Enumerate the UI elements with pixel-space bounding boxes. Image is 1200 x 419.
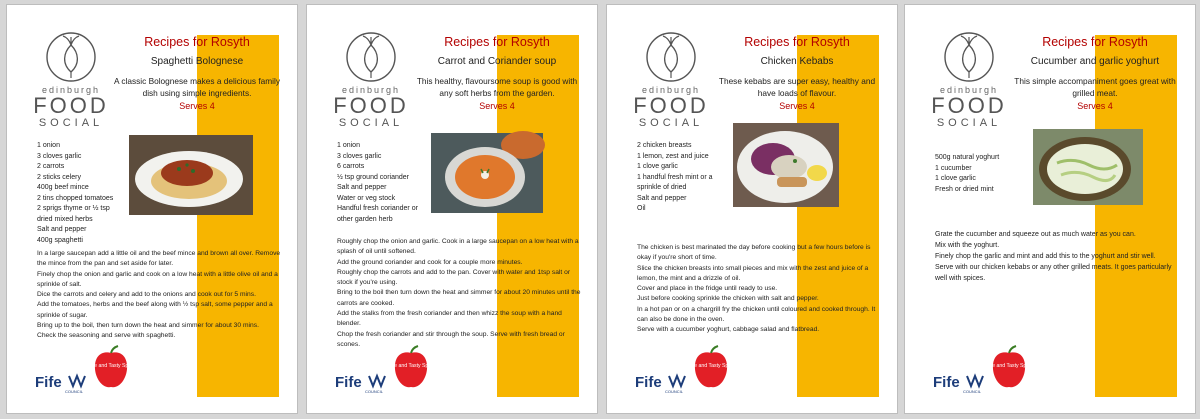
recipe-intro: This healthy, flavoursome soup is good with any soft herbs from the garden. xyxy=(416,76,578,98)
method-step: Cover and place in the fridge until ready to use. xyxy=(637,285,778,293)
list-item: 2 sticks celery xyxy=(37,173,81,181)
list-item: Salt and pepper xyxy=(337,184,387,191)
page-title: Recipes for Rosyth xyxy=(444,35,550,49)
list-item: Handful fresh coriander or xyxy=(337,205,418,212)
list-item: 2 carrots xyxy=(37,163,65,170)
method-text xyxy=(935,229,1183,284)
recipe-intro: These kebabs are super easy, healthy and have loads of flavour. xyxy=(718,76,876,98)
apple-logo-text: Edible and Tasty Spaces xyxy=(980,363,1038,369)
list-item: ½ tsp ground coriander xyxy=(337,173,409,181)
edible-tasty-spaces-logo xyxy=(82,345,140,391)
chicken-kebabs-photo xyxy=(733,123,839,207)
edinburgh-food-social-logo: edinburgh FOOD SOCIAL xyxy=(631,31,711,129)
fife-council-logo xyxy=(335,372,399,394)
serves-label: Serves 4 xyxy=(179,101,215,111)
beetroot-icon xyxy=(345,31,397,83)
list-item: 2 sprigs thyme or ½ tsp xyxy=(37,205,110,212)
list-item: 3 cloves garlic xyxy=(37,152,82,160)
fife-council-logo xyxy=(35,372,99,394)
list-item: 400g beef mince xyxy=(37,184,89,191)
method-step: Grate the cucumber and squeeze out as much water as you can. xyxy=(935,231,1136,238)
edible-tasty-spaces-logo xyxy=(682,345,740,391)
list-item: 1 onion xyxy=(337,142,360,149)
method-step: Bring up to the boil, then turn down the heat and simmer for about 30 mins. xyxy=(37,322,259,330)
recipe-name: Cucumber and garlic yoghurt xyxy=(1030,56,1160,67)
edinburgh-food-social-logo: edinburgh FOOD SOCIAL xyxy=(31,31,111,129)
method-step: The chicken is best marinated the day before cooking but a few hours before is okay if you're short of time. xyxy=(637,244,871,262)
list-item: 1 handful fresh mint or a xyxy=(637,173,713,181)
page-title: Recipes for Rosyth xyxy=(744,35,850,49)
list-item: Salt and pepper xyxy=(637,194,687,202)
method-step: Check the seasoning and serve with spaghetti. xyxy=(37,332,176,340)
apple-logo-text: Edible and Tasty Spaces xyxy=(682,363,740,369)
method-step: Just before cooking sprinkle the chicken with salt and pepper. xyxy=(637,295,819,303)
method-step: Finely chop the onion and garlic and cook on a low heat with a little olive oil and a sprinkle of salt. xyxy=(37,270,278,288)
method-step: Serve with our chicken kebabs or any other grilled meats. It goes particularly well with spices. xyxy=(935,264,1172,282)
fife-text: Fife xyxy=(35,374,62,391)
carrot-soup-photo xyxy=(431,133,543,213)
list-item: 1 clove garlic xyxy=(637,163,678,170)
fife-text: Fife xyxy=(933,374,960,391)
list-item: 400g spaghetti xyxy=(37,236,83,244)
method-step: Chop the fresh coriander and stir through the soup. Serve with fresh bread or scones. xyxy=(337,330,565,348)
spaghetti-bolognese-photo xyxy=(129,135,253,215)
list-item: 3 cloves garlic xyxy=(337,152,382,160)
ingredient-list xyxy=(935,153,999,195)
ingredient-list xyxy=(37,141,113,246)
apple-logo-text: Edible and Tasty Spaces xyxy=(382,363,440,369)
page-title: Recipes for Rosyth xyxy=(1042,35,1148,49)
recipe-intro: A classic Bolognese makes a delicious family dish using simple ingredients. xyxy=(113,76,280,98)
fife-council-logo xyxy=(635,372,699,394)
list-item: Salt and pepper xyxy=(37,226,87,233)
recipe-name: Carrot and Coriander soup xyxy=(437,56,557,67)
fife-council-logo xyxy=(933,372,997,394)
list-item: 2 chicken breasts xyxy=(637,142,692,149)
list-item: 6 carrots xyxy=(337,163,365,170)
list-item: 500g natural yoghurt xyxy=(935,154,1000,161)
method-step: Slice the chicken breasts into small pieces and mix with the zest and juice of a lemon, the mint and a drizzle of oil. xyxy=(637,264,869,282)
serves-label: Serves 4 xyxy=(779,101,815,111)
list-item: dried mixed herbs xyxy=(37,215,93,223)
method-step: In a large saucepan add a little oil and the beef mince and brown all over. Remove the mince from the pan and set aside for later. xyxy=(37,250,281,268)
method-text xyxy=(637,243,885,336)
method-text xyxy=(337,237,585,350)
apple-logo-text: Edible and Tasty Spaces xyxy=(82,363,140,369)
beetroot-icon xyxy=(45,31,97,83)
council-text: COUNCIL xyxy=(665,389,684,394)
fife-text: Fife xyxy=(635,374,662,391)
method-step: Add the ground coriander and cook for a couple more minutes. xyxy=(337,258,523,266)
list-item: other garden herb xyxy=(337,215,393,223)
recipe-intro: This simple accompaniment goes great with grilled meat. xyxy=(1014,76,1176,98)
list-item: Oil xyxy=(637,205,646,212)
list-item: 1 lemon, zest and juice xyxy=(637,152,709,160)
list-item: Water or veg stock xyxy=(337,194,396,202)
method-step: Add the stalks from the fresh coriander and then whizz the soup with a hand blender. xyxy=(337,310,562,328)
method-step: Bring to the boil then turn down the heat and simmer for about 20 minutes until the carrots are cooked. xyxy=(337,289,581,307)
method-step: Roughly chop the onion and garlic. Cook in a large saucepan on a low heat with a splash of oil until softened. xyxy=(337,238,579,256)
list-item: 1 clove garlic xyxy=(935,175,976,182)
method-text xyxy=(37,249,285,342)
method-step: Add the tomatoes, herbs and the beef along with ½ tsp salt, some pepper and a sprinkle of sugar. xyxy=(37,301,273,319)
list-item: Fresh or dried mint xyxy=(935,185,994,193)
beetroot-icon xyxy=(943,31,995,83)
list-item: 1 cucumber xyxy=(935,164,972,172)
edible-tasty-spaces-logo xyxy=(980,345,1038,391)
recipe-name: Chicken Kebabs xyxy=(760,56,834,67)
ingredient-list xyxy=(637,141,713,215)
fife-text: Fife xyxy=(335,374,362,391)
recipe-page-4 xyxy=(904,4,1196,414)
recipe-page-1 xyxy=(6,4,298,414)
method-step: Dice the carrots and celery and add to the onions and cook out for 5 mins. xyxy=(37,291,256,299)
recipe-name: Spaghetti Bolognese xyxy=(150,56,244,67)
council-text: COUNCIL xyxy=(963,389,982,394)
page-title: Recipes for Rosyth xyxy=(144,35,250,49)
recipe-page-2 xyxy=(306,4,598,414)
edible-tasty-spaces-logo xyxy=(382,345,440,391)
serves-label: Serves 4 xyxy=(479,101,515,111)
method-step: In a hot pan or on a chargrill fry the chicken until coloured and cooked through. It can also be done in the oven. xyxy=(637,305,876,324)
method-step: Finely chop the garlic and mint and add this to the yoghurt and stir well. xyxy=(935,253,1156,260)
list-item: 2 tins chopped tomatoes xyxy=(37,194,114,202)
edinburgh-food-social-logo: edinburgh FOOD SOCIAL xyxy=(929,31,1009,129)
edinburgh-food-social-logo: edinburgh FOOD SOCIAL xyxy=(331,31,411,129)
beetroot-icon xyxy=(645,31,697,83)
method-step: Serve with a cucumber yoghurt, cabbage salad and flatbread. xyxy=(637,326,820,334)
method-step: Roughly chop the carrots and add to the pan. Cover with water and 1tsp salt or stock if you're using. xyxy=(337,268,571,287)
list-item: 1 onion xyxy=(37,142,60,149)
council-text: COUNCIL xyxy=(65,389,84,394)
list-item: sprinkle of dried xyxy=(637,184,687,191)
method-step: Mix with the yoghurt. xyxy=(935,242,1000,249)
cucumber-yoghurt-photo xyxy=(1033,129,1143,205)
recipe-page-3 xyxy=(606,4,898,414)
serves-label: Serves 4 xyxy=(1077,101,1113,111)
ingredient-list xyxy=(337,141,418,225)
council-text: COUNCIL xyxy=(365,389,384,394)
